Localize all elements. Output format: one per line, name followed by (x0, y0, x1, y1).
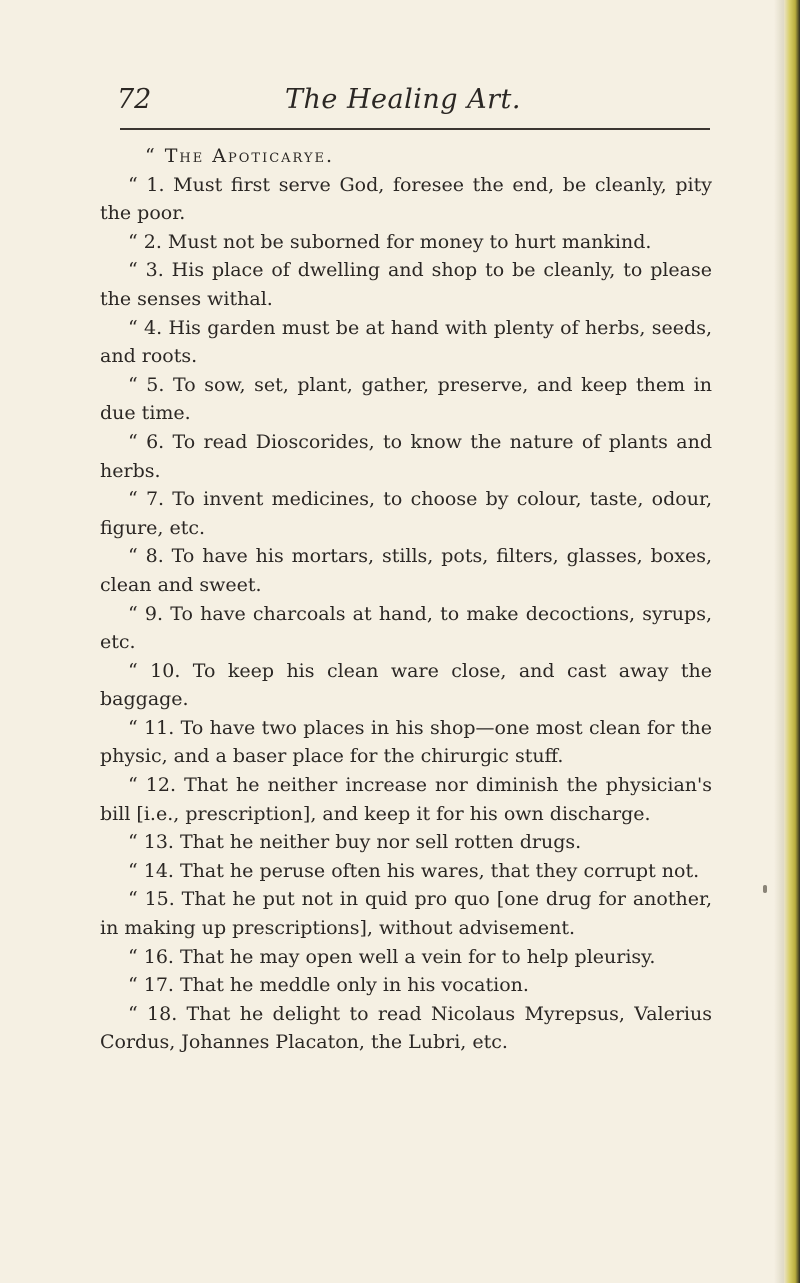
paragraph (100, 771, 712, 828)
paragraph-text: “ 10. To keep his clean ware close, and cast away the baggage. (100, 659, 712, 711)
paragraph-text: “ 7. To invent medicines, to choose by colour, taste, odour, figure, etc. (100, 488, 712, 539)
paragraph (100, 657, 712, 714)
paragraph-text: “ 2. Must not be suborned for money to hurt mankind. (128, 230, 652, 253)
paragraph (100, 314, 712, 371)
paragraph (100, 714, 712, 771)
gutter-shadow (774, 0, 784, 1283)
paragraph-text: “ 13. That he neither buy nor sell rotten drugs. (128, 831, 582, 854)
paragraph (100, 1000, 712, 1057)
paragraph-text: “ 12. That he neither increase nor diminish the physician's bill [i.e., prescription], and keep it for his own discharge. (100, 774, 712, 825)
paragraph-text: “ 11. To have two places in his shop—one most clean for the physic, and a baser place for the chirurgic stuff. (100, 716, 712, 768)
paragraph (100, 971, 712, 1000)
paragraph (100, 485, 712, 542)
paragraph (100, 256, 712, 313)
paragraph (100, 228, 712, 257)
paragraph-text: “ 18. That he delight to read Nicolaus Myrepsus, Valerius Cordus, Johannes Placaton, the Lubri, etc. (100, 1002, 712, 1054)
page-number: 72 (117, 84, 152, 115)
paragraph (100, 171, 712, 228)
page-edge (784, 0, 800, 1283)
running-head: The Healing Art. (285, 84, 521, 115)
page-header (117, 84, 717, 124)
paragraph-text: “ 17. That he meddle only in his vocation. (128, 974, 529, 997)
paragraph-text: “ 3. His place of dwelling and shop to be cleanly, to please the senses withal. (100, 259, 712, 310)
paragraph (100, 428, 712, 485)
paragraph-text: “ 16. That he may open well a vein for to help pleurisy. (128, 945, 656, 968)
paragraph-text: “ 1. Must first serve God, foresee the end, be cleanly, pity the poor. (100, 173, 712, 225)
header-rule (120, 128, 710, 130)
paragraph (100, 885, 712, 942)
paragraph-text: “ 8. To have his mortars, stills, pots, filters, glasses, boxes, clean and sweet. (100, 545, 712, 596)
paragraph-text: “ 6. To read Dioscorides, to know the nature of plants and herbs. (100, 430, 712, 482)
paragraph-text: “ 14. That he peruse often his wares, that they corrupt not. (128, 859, 700, 882)
paragraph (100, 371, 712, 428)
paragraph (100, 600, 712, 657)
paragraph-text: “ 15. That he put not in quid pro quo [one drug for another, in making up prescriptions], without advisement. (100, 888, 712, 940)
paragraph (100, 943, 712, 972)
paragraph (100, 542, 712, 599)
paragraph-text: “ 4. His garden must be at hand with plenty of herbs, seeds, and roots. (100, 316, 712, 368)
body-text (100, 142, 712, 1057)
paragraph (100, 828, 712, 857)
paragraph (100, 857, 712, 886)
paragraph-text: “ 9. To have charcoals at hand, to make decoctions, syrups, etc. (100, 602, 712, 654)
ink-speck (763, 885, 767, 893)
paragraph-text: “ 5. To sow, set, plant, gather, preserve, and keep them in due time. (100, 373, 712, 425)
section-title: “ The Apoticarye. (145, 145, 335, 167)
